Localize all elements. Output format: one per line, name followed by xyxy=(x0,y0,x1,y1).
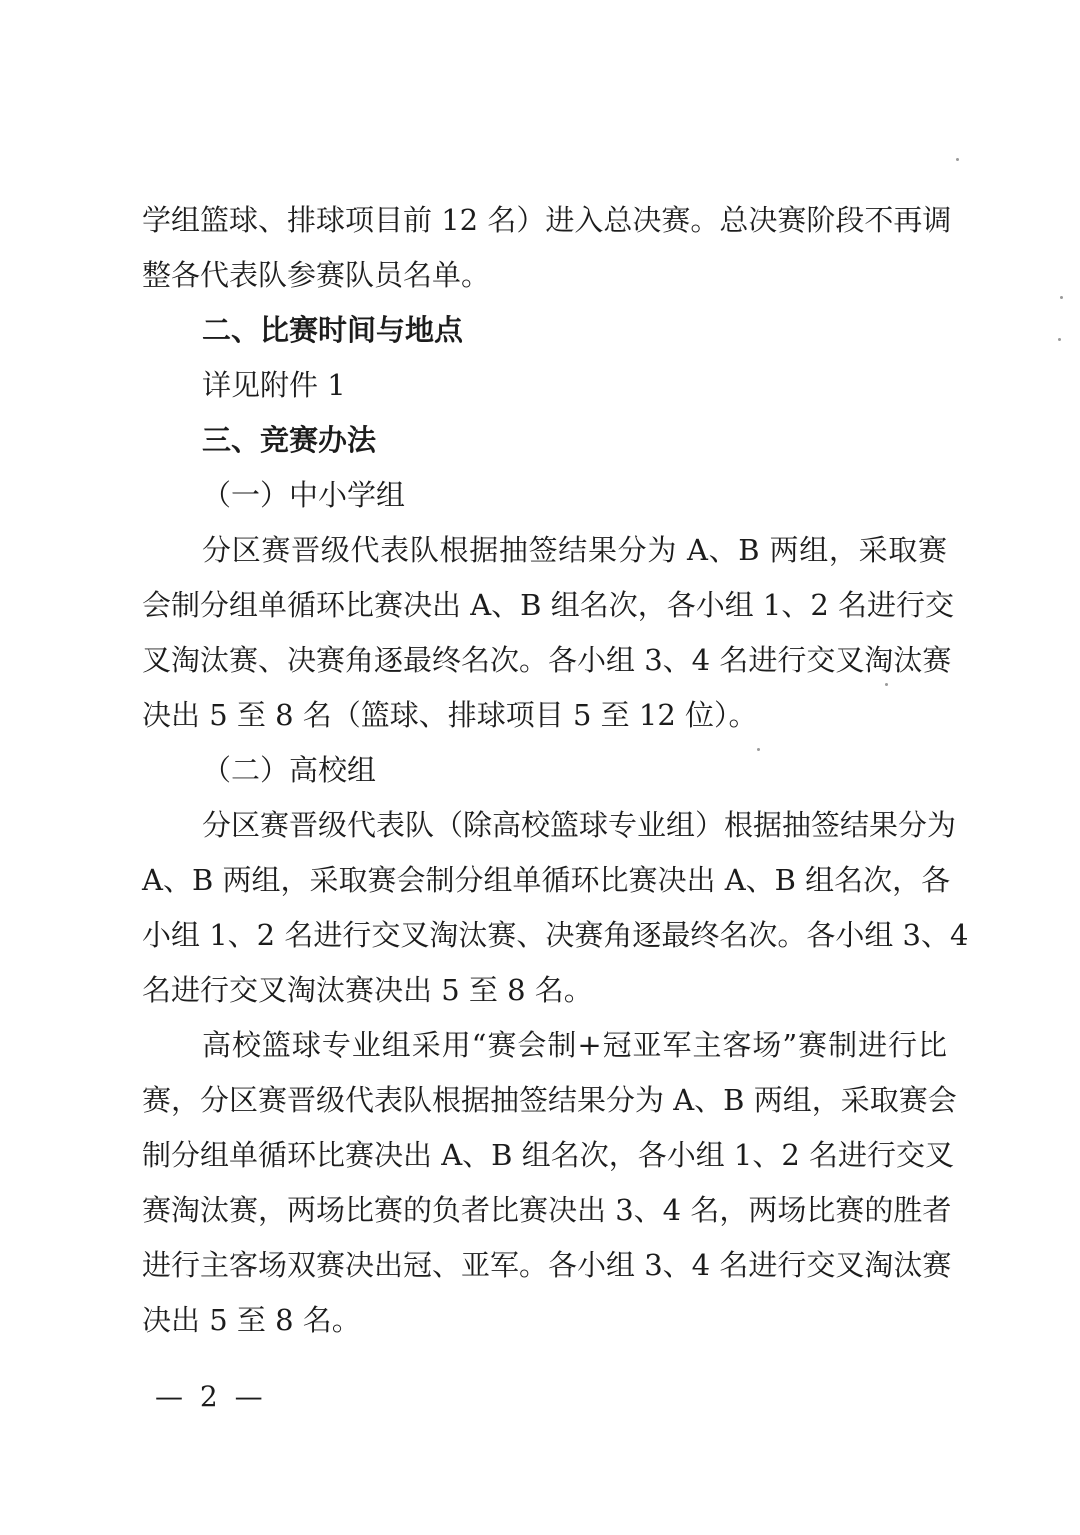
subsection-heading: （二）高校组 xyxy=(202,753,377,787)
section-heading: 二、比赛时间与地点 xyxy=(202,313,464,347)
subsection-heading: （一）中小学组 xyxy=(202,478,406,512)
text-line: 名进行交叉淘汰赛决出 5 至 8 名。 xyxy=(142,973,593,1007)
section-heading: 三、竞赛办法 xyxy=(202,423,377,457)
scan-speck xyxy=(1058,338,1061,341)
scan-speck xyxy=(757,748,760,751)
text-line: 整各代表队参赛队员名单。 xyxy=(142,258,491,292)
text-line: 进行主客场双赛决出冠、亚军。各小组 3、4 名进行交叉淘汰赛 xyxy=(142,1248,952,1282)
text-line: 制分组单循环比赛决出 A、B 组名次，各小组 1、2 名进行交叉 xyxy=(142,1138,955,1172)
text-line: 会制分组单循环比赛决出 A、B 组名次，各小组 1、2 名进行交 xyxy=(142,588,955,622)
text-line: 决出 5 至 8 名（篮球、排球项目 5 至 12 位）。 xyxy=(142,698,758,732)
text-line: 叉淘汰赛、决赛角逐最终名次。各小组 3、4 名进行交叉淘汰赛 xyxy=(142,643,952,677)
scan-speck xyxy=(956,158,959,161)
scan-speck xyxy=(1060,296,1063,299)
text-line: 赛，分区赛晋级代表队根据抽签结果分为 A、B 两组，采取赛会 xyxy=(142,1083,957,1117)
text-line: 高校篮球专业组采用“赛会制+冠亚军主客场”赛制进行比 xyxy=(202,1028,947,1062)
text-line: 小组 1、2 名进行交叉淘汰赛、决赛角逐最终名次。各小组 3、4 xyxy=(142,918,969,952)
text-line: 赛淘汰赛，两场比赛的负者比赛决出 3、4 名，两场比赛的胜者 xyxy=(142,1193,952,1227)
text-line: 详见附件 1 xyxy=(202,368,346,402)
text-line: 分区赛晋级代表队根据抽签结果分为 A、B 两组，采取赛 xyxy=(202,533,947,567)
scan-speck xyxy=(885,683,888,686)
text-line: 分区赛晋级代表队（除高校篮球专业组）根据抽签结果分为 xyxy=(202,808,957,842)
text-line: 学组篮球、排球项目前 12 名）进入总决赛。总决赛阶段不再调 xyxy=(142,203,952,237)
page-number: — 2 — xyxy=(155,1380,267,1413)
text-line: 决出 5 至 8 名。 xyxy=(142,1303,361,1337)
text-line: A、B 两组，采取赛会制分组单循环比赛决出 A、B 组名次，各 xyxy=(142,863,951,897)
